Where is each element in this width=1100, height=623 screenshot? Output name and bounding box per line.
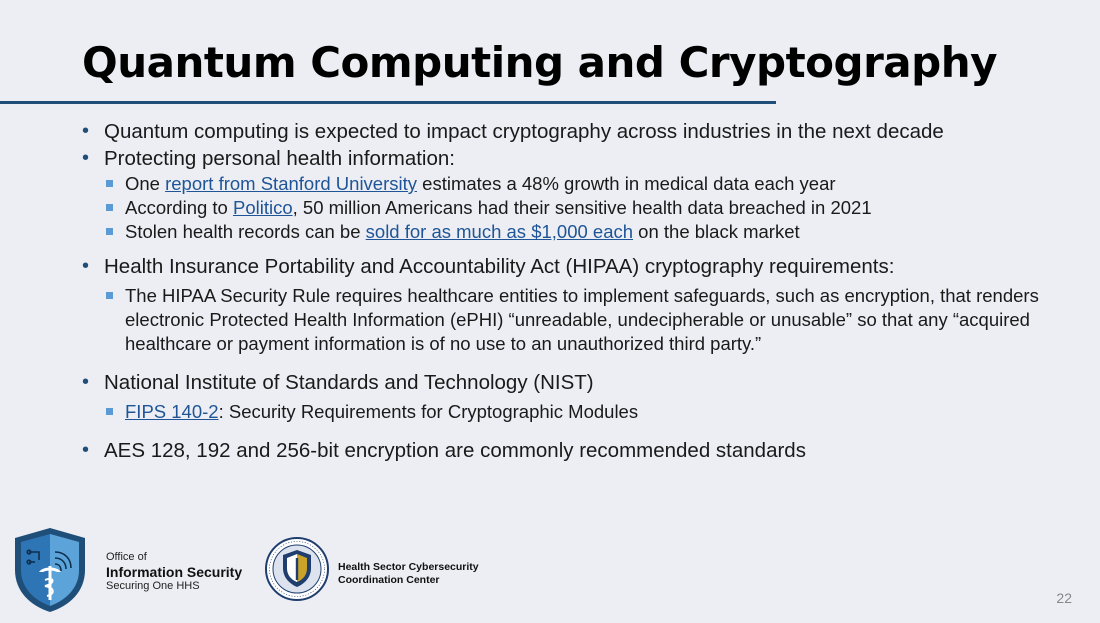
sub-bullet-black-market: Stolen health records can be sold for as much as $1,000 each on the black market (104, 220, 1082, 244)
bullet-nist: • National Institute of Standards and Technology (NIST) (82, 369, 1082, 396)
sub-bullet-fips: FIPS 140-2: Security Requirements for Cryptographic Modules (104, 400, 1082, 424)
politico-link[interactable]: Politico (232, 197, 293, 218)
hipaa-sublist (104, 284, 1082, 356)
phi-sublist (104, 172, 1082, 244)
sub-bullet-stanford: One report from Stanford University estimates a 48% growth in medical data each year (104, 172, 1082, 196)
page-number: 22 (1056, 590, 1072, 606)
bullet-aes: • AES 128, 192 and 256-bit encryption are commonly recommended standards (82, 437, 1082, 464)
sub-bullet-hipaa-security-rule: The HIPAA Security Rule requires healthcare entities to implement safeguards, such as encryption, that renders electronic Protected Health Information (ePHI) “unreadable, undecipherable or unusable” so that any “acquired healthcare or payment information is of no use to an unauthorized third party.” (104, 284, 1045, 356)
bullet-quantum-impact: • Quantum computing is expected to impact cryptography across industries in the next decade (82, 118, 1082, 145)
sub-bullet-politico: According to Politico, 50 million Americans had their sensitive health data breached in 2021 (104, 196, 1082, 220)
ois-wordmark: Office of Information Security Securing One HHS (106, 551, 243, 592)
slide-title: Quantum Computing and Cryptography (82, 38, 997, 87)
title-underline (0, 101, 776, 104)
ois-shield-logo-icon (11, 526, 89, 614)
black-market-price-link[interactable]: sold for as much as $1,000 each (365, 221, 634, 242)
bullet-protecting-phi: • Protecting personal health information: (82, 145, 1082, 172)
bullet-hipaa: • Health Insurance Portability and Accountability Act (HIPAA) cryptography requirements: (82, 253, 1082, 280)
slide-body (82, 118, 1082, 464)
hc3-wordmark: Health Sector Cybersecurity Coordination Center (338, 561, 479, 586)
hc3-seal-icon (264, 536, 330, 602)
stanford-report-link[interactable]: report from Stanford University (165, 173, 418, 194)
nist-sublist (104, 400, 1082, 424)
fips-140-2-link[interactable]: FIPS 140-2 (125, 401, 219, 422)
